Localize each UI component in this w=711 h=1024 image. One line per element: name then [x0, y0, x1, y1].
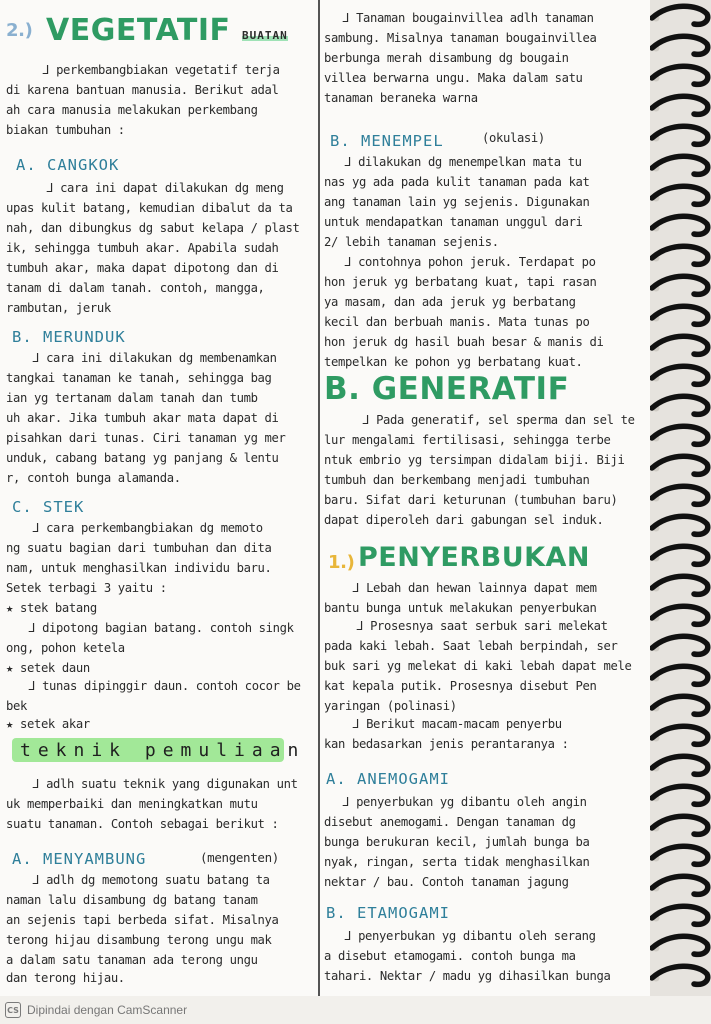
title-number: 2.) — [6, 20, 33, 41]
penyerbukan-line: yaringan (polinasi) — [324, 699, 457, 713]
menyambung-line: naman lalu disambung dg batang tanam — [6, 893, 258, 907]
etamogami-line: ᒧ penyerbukan yg dibantu oleh serang — [344, 929, 596, 943]
generatif-line: baru. Sifat dari keturunan (tumbuhan baru) — [324, 493, 618, 507]
camscanner-icon: CS — [5, 1002, 21, 1018]
merunduk-line: r, contoh bunga alamanda. — [6, 471, 181, 485]
right-column — [322, 0, 650, 996]
menyambung-line: ᒧ adlh dg memotong suatu batang ta — [32, 873, 270, 887]
menyambung-suffix: (mengenten) — [200, 850, 279, 865]
penyerbukan-line: kat kepala putik. Prosesnya disebut Pen — [324, 679, 597, 693]
menempel-line: ᒧ dilakukan dg menempelkan mata tu — [344, 155, 582, 169]
generatif-title: B. GENERATIF — [324, 371, 570, 407]
cangkok-line: upas kulit batang, kemudian dibalut da ta — [6, 201, 293, 215]
intro-line: di karena bantuan manusia. Berikut adal — [6, 83, 279, 97]
generatif-line: ntuk embrio yg tersimpan didalam biji. Biji — [324, 453, 625, 467]
column-divider — [318, 0, 320, 996]
menempel-line: ᒧ contohnya pohon jeruk. Terdapat po — [344, 255, 596, 269]
stek-batang-desc: ong, pohon ketela — [6, 641, 125, 655]
menempel-line: nas yg ada pada kulit tanaman pada kat — [324, 175, 590, 189]
merunduk-line: uh akar. Jika tumbuh akar mata dapat di — [6, 411, 279, 425]
menempel-heading: B. MENEMPEL — [330, 132, 444, 150]
stek-line: Setek terbagi 3 yaitu : — [6, 581, 167, 595]
anemogami-line: nektar / bau. Contoh tanaman jagung — [324, 875, 569, 889]
merunduk-line: tangkai tanaman ke tanah, sehingga bag — [6, 371, 272, 385]
bougainvillea-line: sambung. Misalnya tanaman bougainvillea — [324, 31, 597, 45]
generatif-line: lur mengalami fertilisasi, sehingga terbe — [324, 433, 611, 447]
merunduk-line: ᒧ cara ini dilakukan dg membenamkan — [32, 351, 277, 365]
etamogami-line: tahari. Nektar / madu yg dihasilkan bunga — [324, 969, 611, 983]
menempel-suffix: (okulasi) — [482, 131, 545, 145]
spiral-binding — [650, 0, 711, 1024]
penyerbukan-line: buk sari yg melekat di kaki lebah dapat mele — [324, 659, 632, 673]
bougainvillea-line: villea berwarna ungu. Maka dalam satu — [324, 71, 583, 85]
menyambung-heading: A. MENYAMBUNG — [12, 850, 147, 868]
intro-line: ᒧ perkembangbiakan vegetatif terja — [42, 63, 280, 77]
menempel-line: 2/ lebih tanaman sejenis. — [324, 235, 499, 249]
stek-line: ᒧ cara perkembangbiakan dg memoto — [32, 521, 263, 535]
scanner-footer — [0, 996, 711, 1024]
menyambung-line: a dalam satu tanaman ada terong ungu — [6, 953, 258, 967]
scanner-watermark-text: Dipindai dengan CamScanner — [27, 1003, 188, 1017]
penyerbukan-line: pada kaki lebah. Saat lebah berpindah, ser — [324, 639, 618, 653]
stek-batang-bullet: ★ stek batang — [6, 601, 97, 615]
anemogami-line: ᒧ penyerbukan yg dibantu oleh angin — [342, 795, 587, 809]
anemogami-line: nyak, ringan, serta tidak menghasilkan — [324, 855, 590, 869]
etamogami-heading: B. ETAMOGAMI — [326, 904, 450, 922]
generatif-line: ᒧ Pada generatif, sel sperma dan sel te — [362, 413, 635, 427]
menyambung-line: dan terong hijau. — [6, 971, 125, 985]
stek-daun-desc: bek — [6, 699, 27, 713]
menempel-line: ang tanaman lain yg sejenis. Digunakan — [324, 195, 590, 209]
merunduk-line: pisahkan dari tunas. Ciri tanaman yg mer — [6, 431, 286, 445]
menempel-line: hon jeruk dg hasil buah besar & manis di — [324, 335, 604, 349]
teknik-line: uk memperbaiki dan meningkatkan mutu — [6, 797, 258, 811]
vegetatif-title: VEGETATIF — [46, 13, 231, 48]
generatif-line: dapat diperoleh dari gabungan sel induk. — [324, 513, 604, 527]
anemogami-line: bunga berukuran kecil, jumlah bunga ba — [324, 835, 590, 849]
teknik-line: ᒧ adlh suatu teknik yang digunakan unt — [32, 777, 298, 791]
menempel-line: ya masam, dan ada jeruk yg berbatang — [324, 295, 576, 309]
cangkok-line: ᒧ cara ini dapat dilakukan dg meng — [46, 181, 284, 195]
menempel-line: hon jeruk yg berbatang kuat, tapi rasan — [324, 275, 597, 289]
merunduk-line: unduk, cabang batang yg panjang & lentu — [6, 451, 279, 465]
teknik-pemuliaan-heading: teknik pemuliaan — [20, 740, 306, 761]
anemogami-heading: A. ANEMOGAMI — [326, 770, 450, 788]
stek-akar-bullet: ★ setek akar — [6, 717, 90, 731]
menempel-line: kecil dan berbuah manis. Mata tunas po — [324, 315, 590, 329]
cangkok-line: rambutan, jeruk — [6, 301, 111, 315]
stek-heading: C. STEK — [12, 498, 85, 516]
stek-daun-desc: ᒧ tunas dipinggir daun. contoh cocor be — [28, 679, 301, 693]
bougainvillea-line: tanaman beraneka warna — [324, 91, 478, 105]
menempel-line: tempelkan ke pohon yg berbatang kuat. — [324, 355, 583, 369]
cangkok-line: tumbuh akar, maka dapat dipotong dan di — [6, 261, 279, 275]
penyerbukan-line: ᒧ Lebah dan hewan lainnya dapat mem — [352, 581, 597, 595]
penyerbukan-line: ᒧ Prosesnya saat serbuk sari melekat — [356, 619, 608, 633]
buatan-label: BUATAN — [242, 29, 288, 42]
stek-daun-bullet: ★ setek daun — [6, 661, 90, 675]
menempel-line: untuk mendapatkan tanaman unggul dari — [324, 215, 583, 229]
teknik-line: suatu tanaman. Contoh sebagai berikut : — [6, 817, 279, 831]
stek-line: ng suatu bagian dari tumbuhan dan dita — [6, 541, 272, 555]
generatif-line: tumbuh dan berkembang menjadi tumbuhan — [324, 473, 590, 487]
menyambung-line: an sejenis tapi berbeda sifat. Misalnya — [6, 913, 279, 927]
intro-line: biakan tumbuhan : — [6, 123, 125, 137]
merunduk-heading: B. MERUNDUK — [12, 328, 126, 346]
penyerbukan-title: PENYERBUKAN — [358, 542, 591, 573]
penyerbukan-line: ᒧ Berikut macam-macam penyerbu — [352, 717, 562, 731]
merunduk-line: ian yg tertanam dalam tanah dan tumb — [6, 391, 258, 405]
penyerbukan-line: bantu bunga untuk melakukan penyerbukan — [324, 601, 597, 615]
intro-line: ah cara manusia melakukan perkembang — [6, 103, 258, 117]
penyerbukan-number: 1.) — [328, 552, 355, 573]
bougainvillea-line: berbunga merah disambung dg bougain — [324, 51, 569, 65]
stek-batang-desc: ᒧ dipotong bagian batang. contoh singk — [28, 621, 294, 635]
cangkok-line: nah, dan dibungkus dg sabut kelapa / plast — [6, 221, 300, 235]
etamogami-line: a disebut etamogami. contoh bunga ma — [324, 949, 576, 963]
cangkok-heading: A. CANGKOK — [16, 156, 120, 174]
cangkok-line: ik, sehingga tumbuh akar. Apabila sudah — [6, 241, 279, 255]
stek-line: nam, untuk menghasilkan individu baru. — [6, 561, 272, 575]
bougainvillea-line: ᒧ Tanaman bougainvillea adlh tanaman — [342, 11, 594, 25]
anemogami-line: disebut anemogami. Dengan tanaman dg — [324, 815, 576, 829]
penyerbukan-line: kan bedasarkan jenis perantaranya : — [324, 737, 569, 751]
menyambung-line: terong hijau disambung terong ungu mak — [6, 933, 272, 947]
left-column — [0, 0, 316, 996]
cangkok-line: tanam di dalam tanah. contoh, mangga, — [6, 281, 265, 295]
